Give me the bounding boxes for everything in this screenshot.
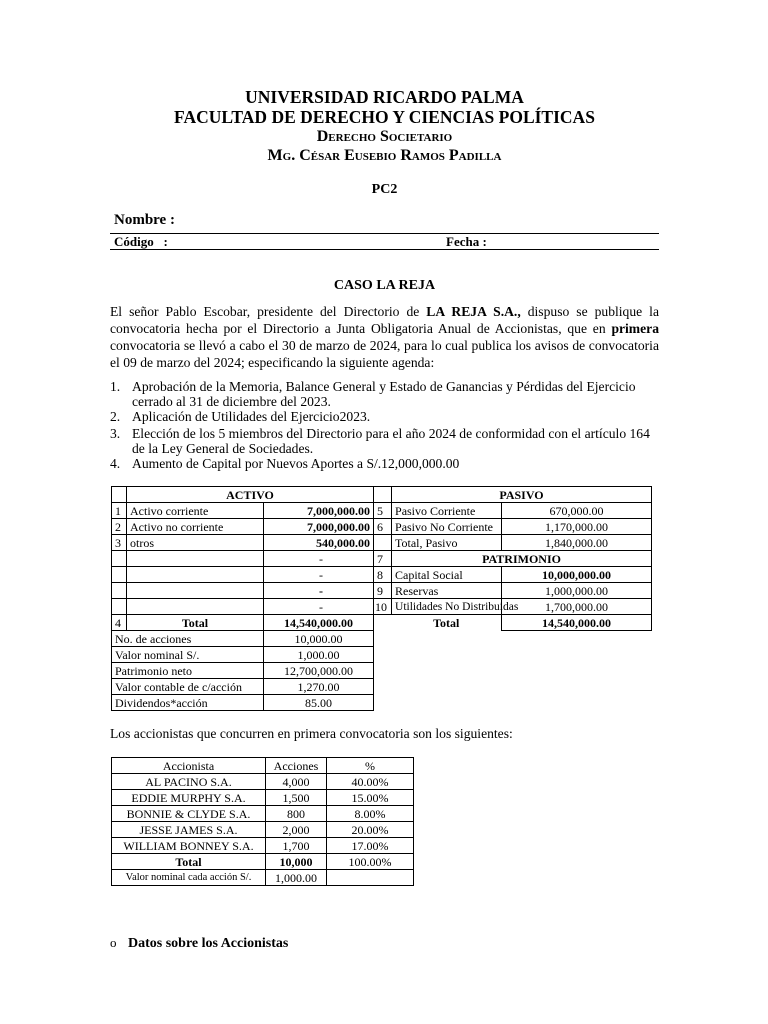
patrimonio-value: 1,000,000.00 [502, 583, 652, 599]
shareholder-shares: 1,700 [266, 838, 327, 854]
activo-value: 7,000,000.00 [264, 519, 374, 535]
extra-label: Valor contable de c/acción [112, 679, 264, 695]
codigo-label: Código : [114, 234, 168, 249]
extra-value: 1,270.00 [264, 679, 374, 695]
row-number: 7 [374, 551, 392, 567]
bullet-item [110, 935, 659, 952]
agenda-text: Aprobación de la Memoria, Balance General y Estado de Ganancias y Pérdidas del Ejercicio cerrado al 31 de diciembre del 2023. [132, 379, 636, 409]
shareholders-table [111, 757, 414, 886]
extra-value: 1,000.00 [264, 647, 374, 663]
intro-paragraph [110, 303, 659, 371]
exam-label: PC2 [371, 182, 398, 197]
row-number: 2 [112, 519, 127, 535]
activo-value: - [264, 599, 374, 615]
extra-label: Valor nominal S/. [112, 647, 264, 663]
shareholder-name: JESSE JAMES S.A. [112, 822, 266, 838]
extra-label: Dividendos*acción [112, 695, 264, 711]
university-title: UNIVERSIDAD RICARDO PALMA [245, 87, 524, 107]
shareholder-name: EDDIE MURPHY S.A. [112, 790, 266, 806]
row-number: 6 [374, 519, 392, 535]
total-pasivo-value: 14,540,000.00 [502, 615, 652, 631]
professor-name: Mg. César Eusebio Ramos Padilla [267, 147, 502, 164]
shareholder-shares: 800 [266, 806, 327, 822]
patrimonio-label: Reservas [392, 583, 502, 599]
case-title: CASO LA REJA [333, 278, 436, 293]
shareholder-name: AL PACINO S.A. [112, 774, 266, 790]
shareholders-total-label: Total [112, 854, 266, 870]
course-title: Derecho Societario [316, 128, 453, 145]
agenda-number: 2. [110, 409, 121, 424]
total-activo-label: Total [127, 615, 264, 631]
total-activo-value: 14,540,000.00 [264, 615, 374, 631]
activo-value: - [264, 567, 374, 583]
extra-value: 85.00 [264, 695, 374, 711]
agenda-number: 4. [110, 456, 121, 471]
activo-value: - [264, 551, 374, 567]
divider-bottom [110, 249, 659, 250]
intro-part2: dispuso se publique la convocatoria hecha por el Directorio a Junta Obligatoria Anual de Accionistas, que en [110, 304, 659, 336]
activo-label: otros [127, 535, 264, 551]
activo-value: - [264, 583, 374, 599]
row-number: 8 [374, 567, 392, 583]
faculty-title: FACULTAD DE DERECHO Y CIENCIAS POLÍTICAS [174, 107, 595, 127]
nombre-label: Nombre : [114, 212, 175, 228]
header-percent: % [327, 758, 414, 774]
header-accionista: Accionista [112, 758, 266, 774]
patrimonio-value: 1,700,000.00 [502, 599, 652, 615]
shareholders-total-shares: 10,000 [266, 854, 327, 870]
pasivo-total-label: Total, Pasivo [392, 535, 502, 551]
patrimonio-value: 10,000,000.00 [502, 567, 652, 583]
patrimonio-label: Utilidades No Distribuidas [392, 599, 502, 615]
row-number: 9 [374, 583, 392, 599]
patrimonio-label: Capital Social [392, 567, 502, 583]
nominal-value: 1,000.00 [266, 870, 327, 886]
row-number: 4 [112, 615, 127, 631]
row-number: 3 [112, 535, 127, 551]
extra-value: 10,000.00 [264, 631, 374, 647]
pasivo-label: Pasivo Corriente [392, 503, 502, 519]
bullet-text: Datos sobre los Accionistas [128, 936, 289, 951]
shareholder-percent: 15.00% [327, 790, 414, 806]
shareholders-intro: Los accionistas que concurren en primera convocatoria son los siguientes: [110, 726, 513, 741]
shareholder-shares: 1,500 [266, 790, 327, 806]
row-number [374, 535, 392, 551]
pasivo-label: Pasivo No Corriente [392, 519, 502, 535]
agenda-text: Aumento de Capital por Nuevos Aportes a S/.12,000,000.00 [132, 456, 460, 471]
extra-label: Patrimonio neto [112, 663, 264, 679]
intro-company: LA REJA S.A., [426, 304, 521, 319]
intro-primera: primera [611, 321, 659, 336]
shareholder-name: BONNIE & CLYDE S.A. [112, 806, 266, 822]
activo-value: 7,000,000.00 [264, 503, 374, 519]
activo-header: ACTIVO [127, 487, 374, 503]
extra-label: No. de acciones [112, 631, 264, 647]
shareholder-percent: 20.00% [327, 822, 414, 838]
total-pasivo-label: Total [433, 615, 460, 630]
shareholder-percent: 40.00% [327, 774, 414, 790]
intro-part3: convocatoria se llevó a cabo el 30 de marzo de 2024, para lo cual publica los avisos de convocatoria el 09 de marzo del 2024; especificando la siguiente agenda: [110, 338, 659, 370]
activo-label: Activo corriente [127, 503, 264, 519]
agenda-text: Aplicación de Utilidades del Ejercicio2023. [132, 409, 371, 424]
intro-part1: El señor Pablo Escobar, presidente del Directorio de [110, 304, 427, 319]
pasivo-total-value: 1,840,000.00 [502, 535, 652, 551]
row-number: 1 [112, 503, 127, 519]
row-number: 5 [374, 503, 392, 519]
row-number: 10 [374, 599, 392, 615]
pasivo-value: 1,170,000.00 [502, 519, 652, 535]
shareholder-shares: 4,000 [266, 774, 327, 790]
divider-top [110, 233, 659, 234]
fecha-label: Fecha : [446, 234, 487, 249]
shareholder-percent: 17.00% [327, 838, 414, 854]
shareholders-total-percent: 100.00% [327, 854, 414, 870]
shareholder-name: WILLIAM BONNEY S.A. [112, 838, 266, 854]
pasivo-header: PASIVO [392, 487, 652, 503]
patrimonio-header: PATRIMONIO [392, 551, 652, 567]
activo-label: Activo no corriente [127, 519, 264, 535]
agenda-text: Elección de los 5 miembros del Directorio para el año 2024 de conformidad con el artículo 164 de la Ley General de Sociedades. [132, 426, 650, 456]
shareholder-shares: 2,000 [266, 822, 327, 838]
agenda-number: 1. [110, 379, 121, 394]
agenda-number: 3. [110, 426, 121, 441]
shareholder-percent: 8.00% [327, 806, 414, 822]
balance-table [111, 486, 652, 711]
bullet-symbol: o [110, 935, 117, 950]
activo-value: 540,000.00 [264, 535, 374, 551]
nominal-label: Valor nominal cada acción S/. [112, 870, 266, 886]
pasivo-value: 670,000.00 [502, 503, 652, 519]
header-acciones: Acciones [266, 758, 327, 774]
extra-value: 12,700,000.00 [264, 663, 374, 679]
